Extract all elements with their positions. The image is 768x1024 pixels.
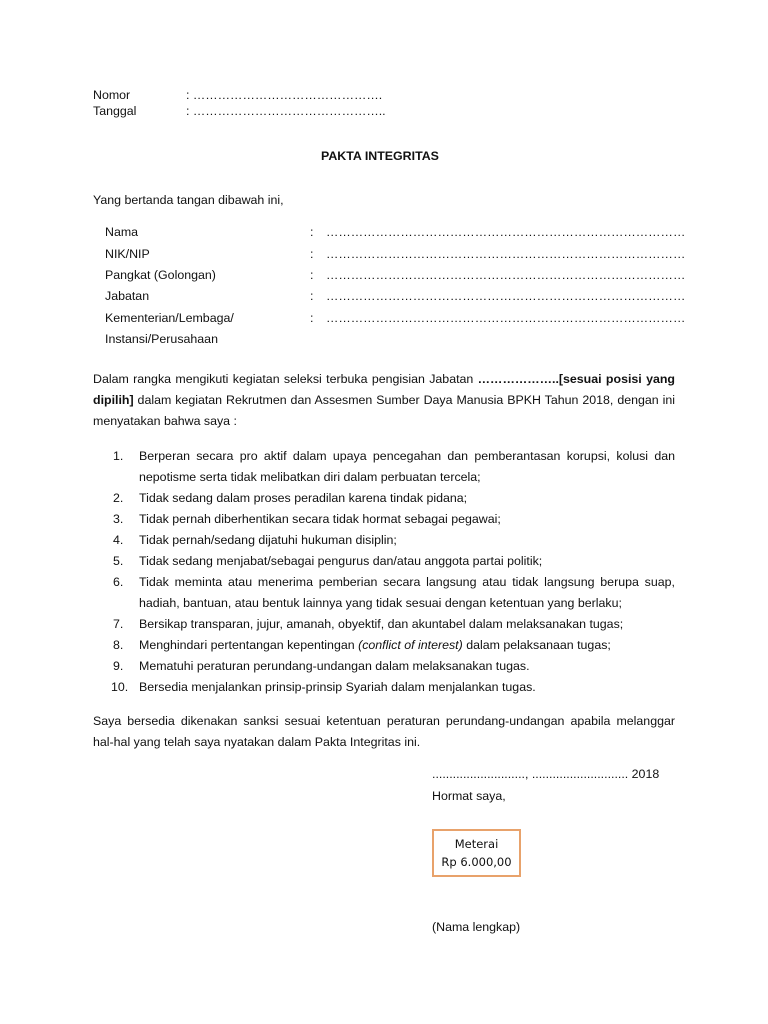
field-value: …………………………………………………………………………… xyxy=(326,225,686,239)
declaration-list xyxy=(93,446,675,698)
field-value: …………………………………………………………………………… xyxy=(326,247,686,261)
list-item-text: Tidak sedang dalam proses peradilan karena tindak pidana; xyxy=(139,491,468,505)
list-item-number: 4. xyxy=(113,533,124,547)
list-item-text: Mematuhi peraturan perundang-undangan dalam melaksanakan tugas. xyxy=(139,659,530,673)
list-item xyxy=(93,530,675,551)
field-label: Kementerian/Lembaga/ xyxy=(105,311,234,325)
list-item xyxy=(93,635,675,656)
list-item-text: dalam pelaksanaan tugas; xyxy=(462,638,611,652)
list-item xyxy=(93,551,675,572)
list-item-number: 6. xyxy=(113,575,124,589)
nomor-value: : ………………………………………. xyxy=(186,88,383,102)
field-label: NIK/NIP xyxy=(105,247,150,261)
list-item xyxy=(93,488,675,509)
field-label: Nama xyxy=(105,225,139,239)
list-item-number: 10. xyxy=(111,680,129,694)
list-item-number: 8. xyxy=(113,638,124,652)
tanggal-value: : ……………………………………….. xyxy=(186,104,386,118)
list-item-number: 2. xyxy=(113,491,124,505)
field-colon: : xyxy=(310,289,314,303)
list-item-text: Tidak sedang menjabat/sebagai pengurus dan/atau anggota partai politik; xyxy=(139,554,543,568)
signature-place-date: ..........................., ............................ 2018 xyxy=(432,767,660,781)
list-item xyxy=(93,509,675,530)
statement-text: dalam kegiatan Rekrutmen dan Assesmen Sumber Daya Manusia BPKH Tahun 2018, dengan ini menyatakan bahwa saya : xyxy=(93,393,675,428)
intro-text: Yang bertanda tangan dibawah ini, xyxy=(93,193,284,207)
signature-name: (Nama lengkap) xyxy=(432,920,521,934)
statement-text: Dalam rangka mengikuti kegiatan seleksi terbuka pengisian Jabatan xyxy=(93,372,478,386)
list-item xyxy=(93,446,675,488)
list-item xyxy=(93,656,675,677)
list-item-number: 7. xyxy=(113,617,124,631)
field-value: …………………………………………………………………………… xyxy=(326,268,686,282)
field-colon: : xyxy=(310,311,314,325)
list-item-text: Tidak pernah diberhentikan secara tidak hormat sebagai pegawai; xyxy=(139,512,501,526)
field-colon: : xyxy=(310,225,314,239)
field-value: …………………………………………………………………………… xyxy=(326,289,686,303)
statement-paragraph xyxy=(93,369,675,432)
list-item xyxy=(93,572,675,614)
list-item xyxy=(93,677,675,698)
tanggal-label: Tanggal xyxy=(93,104,137,118)
meterai-stamp-box xyxy=(432,829,521,877)
field-value: …………………………………………………………………………… xyxy=(326,311,686,325)
signature-greeting: Hormat saya, xyxy=(432,789,506,803)
field-label: Jabatan xyxy=(105,289,150,303)
list-item-number: 9. xyxy=(113,659,124,673)
list-item-text: Tidak pernah/sedang dijatuhi hukuman disiplin; xyxy=(139,533,397,547)
list-item-text: Menghindari pertentangan kepentingan xyxy=(139,638,359,652)
list-item-number: 5. xyxy=(113,554,124,568)
list-item-italic: (conflict of interest) xyxy=(358,638,463,652)
field-colon: : xyxy=(310,247,314,261)
stamp-amount: Rp 6.000,00 xyxy=(441,855,512,869)
field-label: Instansi/Perusahaan xyxy=(105,332,218,346)
statement-position-placeholder: ………………..[sesuai posisi yang dipilih] xyxy=(93,372,675,407)
list-item-text: Tidak meminta atau menerima pemberian secara langsung atau tidak langsung berupa suap, hadiah, bantuan, atau bentuk lainnya yang tidak sesuai dengan ketentuan yang berlaku; xyxy=(139,575,675,610)
list-item xyxy=(93,614,675,635)
nomor-label: Nomor xyxy=(93,88,131,102)
field-colon: : xyxy=(310,268,314,282)
closing-paragraph: Saya bersedia dikenakan sanksi sesuai ketentuan peraturan perundang-undangan apabila melanggar hal-hal yang telah saya nyatakan dalam Pakta Integritas ini. xyxy=(93,714,675,749)
list-item-text: Berperan secara pro aktif dalam upaya pencegahan dan pemberantasan korupsi, kolusi dan nepotisme serta tidak melibatkan diri dalam perbuatan tercela; xyxy=(139,449,675,484)
stamp-label: Meterai xyxy=(454,837,499,851)
page-title: PAKTA INTEGRITAS xyxy=(321,149,439,163)
list-item-number: 3. xyxy=(113,512,124,526)
field-label: Pangkat (Golongan) xyxy=(105,268,216,282)
list-item-text: Bersikap transparan, jujur, amanah, obyektif, dan akuntabel dalam melaksanakan tugas; xyxy=(139,617,624,631)
list-item-text: Bersedia menjalankan prinsip-prinsip Syariah dalam menjalankan tugas. xyxy=(139,680,536,694)
list-item-number: 1. xyxy=(113,449,124,463)
